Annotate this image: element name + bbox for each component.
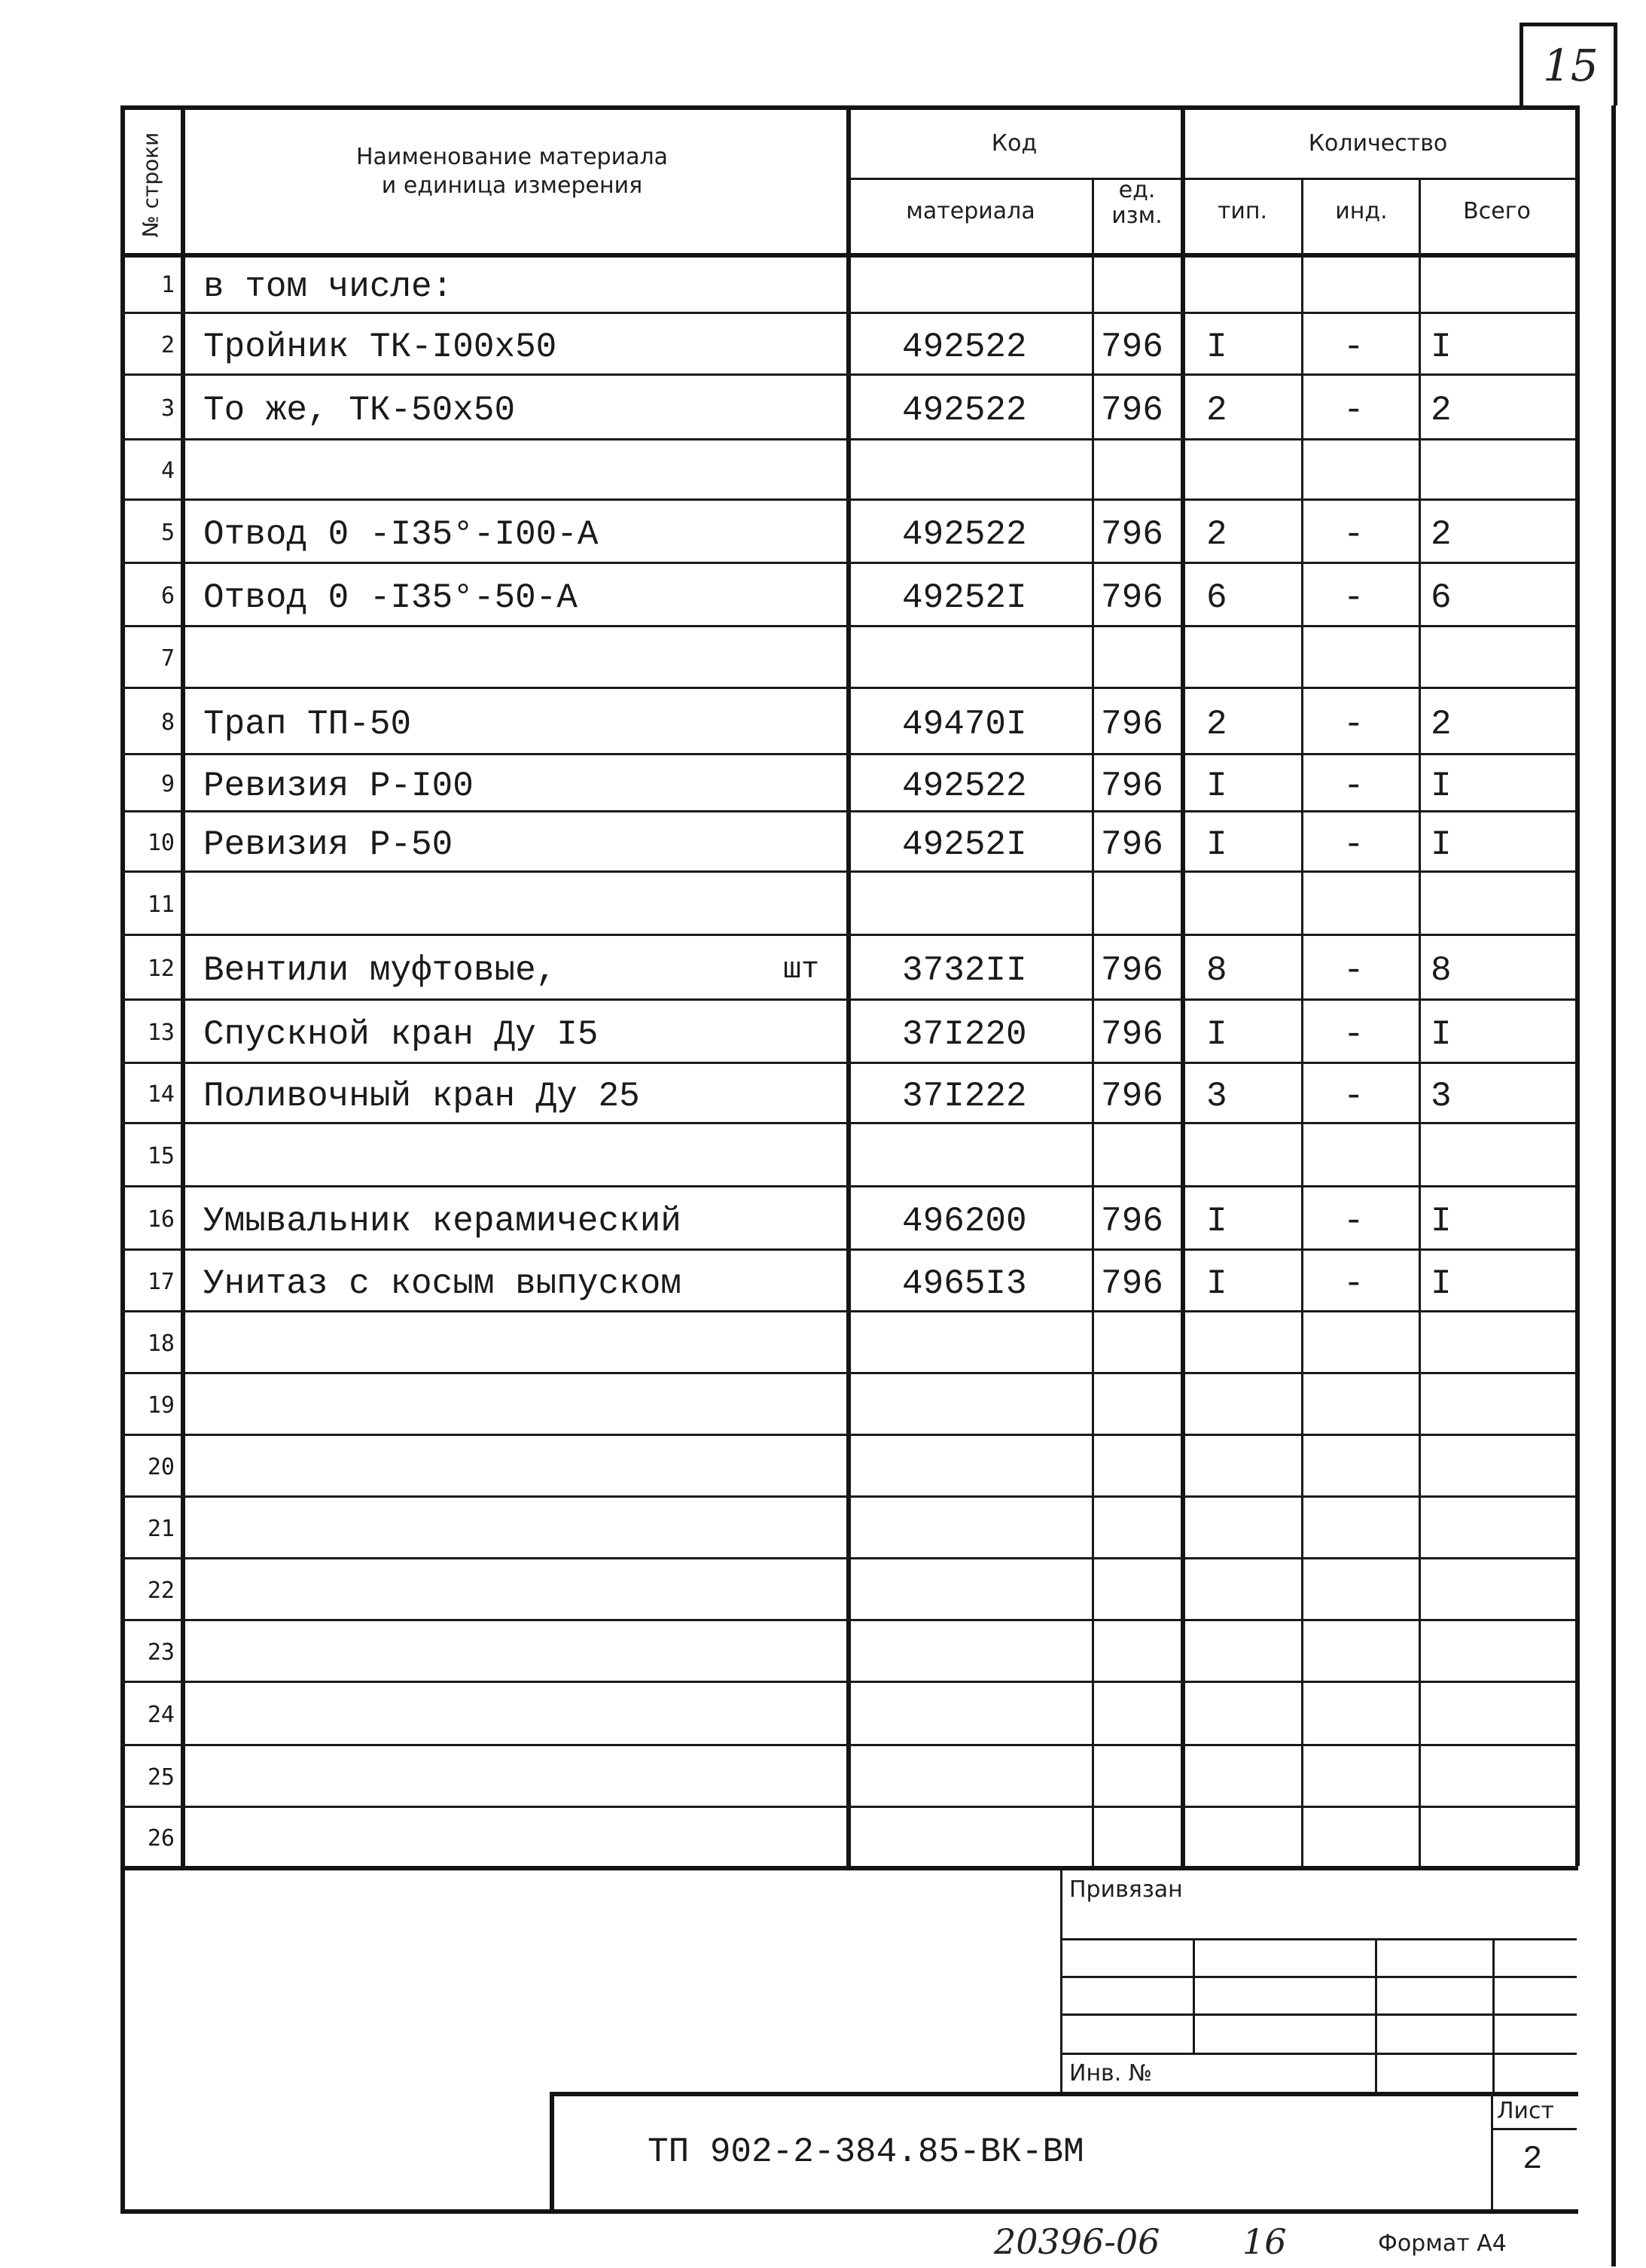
quantity-ind: - (1343, 825, 1364, 864)
quantity-typ: 8 (1206, 951, 1227, 990)
quantity-total: I (1431, 767, 1452, 806)
row-line (120, 498, 1575, 501)
quantity-typ: I (1206, 1202, 1227, 1241)
unit-code: 796 (1101, 1077, 1163, 1116)
row-number: 26 (147, 1825, 175, 1852)
quantity-ind: - (1343, 951, 1364, 990)
stamp-line-1 (1060, 1938, 1577, 1940)
quantity-ind: - (1343, 515, 1364, 554)
quantity-typ: 3 (1206, 1077, 1227, 1116)
material-name: Ревизия Р-50 (203, 825, 453, 864)
quantity-total: I (1431, 1015, 1452, 1054)
material-code: 492522 (902, 328, 1027, 367)
material-name: Отвод 0 -I35°-I00-А (203, 515, 599, 554)
quantity-typ: 2 (1206, 705, 1227, 744)
row-number: 23 (147, 1639, 175, 1666)
row-number: 20 (147, 1454, 175, 1480)
row-line (120, 1248, 1575, 1251)
row-number: 11 (147, 892, 175, 918)
unit-code: 796 (1101, 1202, 1163, 1241)
row-number: 5 (160, 520, 175, 546)
col-line-ind (1419, 178, 1421, 1866)
row-line (120, 625, 1575, 627)
code-unit-header: ед. изм. (1111, 177, 1163, 229)
sheet-number: 2 (1523, 2141, 1543, 2178)
handwritten-mark: 16 (1242, 2221, 1287, 2262)
row-number: 8 (160, 709, 175, 736)
row-number: 18 (147, 1331, 175, 1357)
unit-code: 796 (1101, 515, 1163, 554)
frame-right-line (1611, 105, 1616, 2266)
quantity-typ: I (1206, 767, 1227, 806)
quantity-ind: - (1343, 1264, 1364, 1303)
row-number-header (120, 113, 181, 256)
row-number-header-label: № строки (138, 132, 163, 237)
row-line (120, 1495, 1575, 1498)
quantity-total: 3 (1431, 1077, 1452, 1116)
handwritten-inventory-number: 20396-06 (994, 2221, 1160, 2262)
row-number: 16 (147, 1206, 175, 1233)
quantity-total: I (1431, 1202, 1452, 1241)
row-line (120, 934, 1575, 936)
stamp-top-line (120, 1866, 1578, 1870)
quantity-group-header: Количество (1308, 130, 1448, 157)
material-name: Умывальник керамический (203, 1202, 681, 1241)
quantity-ind: - (1343, 1015, 1364, 1054)
quantity-ind: - (1343, 328, 1364, 367)
row-line (120, 810, 1575, 812)
row-number: 21 (147, 1516, 175, 1542)
stamp-line-4 (1060, 2053, 1577, 2055)
row-number: 12 (147, 956, 175, 982)
stamp-left-divider (1060, 1866, 1062, 2092)
row-number: 25 (147, 1764, 175, 1791)
quantity-ind: - (1343, 1077, 1364, 1116)
unit-code: 796 (1101, 951, 1163, 990)
stamp-line-3 (1060, 2013, 1577, 2016)
material-code: 37I220 (902, 1015, 1027, 1054)
row-line (120, 870, 1575, 873)
quantity-ind: - (1343, 578, 1364, 617)
material-code: 496200 (902, 1202, 1027, 1241)
material-code: 49252I (902, 578, 1027, 617)
quantity-typ: I (1206, 1015, 1227, 1054)
material-unit-text: шт (783, 953, 820, 987)
row-number: 6 (160, 583, 175, 609)
material-code: 3732II (902, 951, 1027, 990)
row-number: 9 (160, 771, 175, 797)
quantity-ind: - (1343, 705, 1364, 744)
unit-code: 796 (1101, 328, 1163, 367)
stamp-col-3 (1492, 1938, 1495, 2092)
row-number: 3 (160, 395, 175, 422)
row-number: 4 (160, 458, 175, 484)
material-name: Вентили муфтовые, (203, 951, 557, 990)
stamp-col-2 (1375, 1938, 1377, 2092)
quantity-ind: - (1343, 391, 1364, 430)
row-line (120, 1434, 1575, 1436)
document-code: ТП 902-2-384.85-ВК-ВМ (648, 2132, 1084, 2172)
quantity-total: I (1431, 1264, 1452, 1303)
row-line (120, 1122, 1575, 1124)
format-label: Формат А4 (1378, 2230, 1507, 2257)
quantity-total: 2 (1431, 391, 1452, 430)
material-name: Трап ТП-50 (203, 705, 412, 744)
row-line (120, 312, 1575, 314)
row-line (120, 1806, 1575, 1808)
material-name: Ревизия Р-I00 (203, 767, 474, 806)
row-line (120, 1557, 1575, 1559)
name-column-header: Наименование материала и единица измерения (355, 144, 669, 199)
row-line (120, 1185, 1575, 1187)
material-code: 492522 (902, 391, 1027, 430)
material-code: 37I222 (902, 1077, 1027, 1116)
unit-code: 796 (1101, 391, 1163, 430)
material-code: 49252I (902, 825, 1027, 864)
quantity-total: I (1431, 328, 1452, 367)
header-mid-line (846, 178, 1575, 180)
sheet-cell-divider (1491, 2128, 1577, 2130)
unit-code: 796 (1101, 705, 1163, 744)
quantity-ind: - (1343, 767, 1364, 806)
row-line (120, 438, 1575, 440)
row-line (120, 562, 1575, 564)
unit-code: 796 (1101, 767, 1163, 806)
title-block-bottom-line (120, 2209, 1578, 2214)
material-code: 49470I (902, 705, 1027, 744)
page-number: 15 (1543, 40, 1599, 91)
row-line (120, 1062, 1575, 1064)
inv-no-label: Инв. № (1069, 2060, 1153, 2087)
material-name: Тройник ТК-I00х50 (203, 328, 557, 367)
quantity-typ-header: тип. (1217, 198, 1268, 224)
row-line (120, 1681, 1575, 1683)
row-number: 1 (160, 272, 175, 298)
quantity-ind: - (1343, 1202, 1364, 1241)
row-number: 24 (147, 1702, 175, 1728)
title-block-top-line (550, 2092, 1578, 2096)
material-name: То же, ТК-50х50 (203, 391, 516, 430)
sheet-label: Лист (1497, 2098, 1555, 2124)
quantity-total-header: Всего (1463, 198, 1531, 224)
row-number: 10 (147, 830, 175, 856)
quantity-typ: I (1206, 328, 1227, 367)
col-line-typ (1301, 178, 1303, 1866)
unit-code: 796 (1101, 825, 1163, 864)
col-line-unit (1181, 105, 1185, 1866)
material-name: в том числе: (203, 267, 453, 306)
unit-code: 796 (1101, 1015, 1163, 1054)
row-line (120, 1372, 1575, 1374)
material-code: 4965I3 (902, 1264, 1027, 1303)
material-name: Поливочный кран Ду 25 (203, 1077, 640, 1116)
material-code: 492522 (902, 515, 1027, 554)
row-number: 2 (160, 332, 175, 358)
quantity-total: 8 (1431, 951, 1452, 990)
material-code: 492522 (902, 767, 1027, 806)
col-line-num (181, 105, 185, 1866)
material-name: Унитаз с косым выпуском (203, 1264, 681, 1303)
row-number: 14 (147, 1081, 175, 1108)
title-block-left-line (550, 2092, 554, 2214)
col-line-name (846, 105, 851, 1866)
page-number-box (1520, 23, 1617, 105)
material-name: Спускной кран Ду I5 (203, 1015, 599, 1054)
row-line (120, 753, 1575, 755)
row-number: 17 (147, 1269, 175, 1295)
row-line (120, 373, 1575, 376)
row-number: 19 (147, 1392, 175, 1419)
code-group-header: Код (991, 130, 1038, 157)
col-line-code (1092, 178, 1094, 1866)
col-line-right (1575, 105, 1580, 1866)
stamp-col-1 (1193, 1938, 1195, 2053)
stamp-line-2 (1060, 1976, 1577, 1978)
sheet-cell-left (1491, 2092, 1493, 2212)
quantity-total: I (1431, 825, 1452, 864)
row-line (120, 1619, 1575, 1621)
code-material-header: материала (906, 198, 1035, 224)
row-number: 7 (160, 645, 175, 672)
quantity-typ: 2 (1206, 391, 1227, 430)
material-name: Отвод 0 -I35°-50-А (203, 578, 578, 617)
row-line (120, 687, 1575, 689)
privyazan-label: Привязан (1069, 1876, 1183, 1903)
row-line (120, 998, 1575, 1001)
quantity-total: 2 (1431, 705, 1452, 744)
unit-code: 796 (1101, 1264, 1163, 1303)
quantity-total: 2 (1431, 515, 1452, 554)
row-line (120, 1310, 1575, 1312)
quantity-typ: I (1206, 825, 1227, 864)
quantity-total: 6 (1431, 578, 1452, 617)
quantity-typ: 2 (1206, 515, 1227, 554)
quantity-typ: I (1206, 1264, 1227, 1303)
quantity-typ: 6 (1206, 578, 1227, 617)
row-number: 22 (147, 1578, 175, 1604)
row-number: 15 (147, 1143, 175, 1169)
quantity-ind-header: инд. (1335, 198, 1388, 224)
unit-code: 796 (1101, 578, 1163, 617)
row-number: 13 (147, 1020, 175, 1046)
row-line (120, 1744, 1575, 1746)
